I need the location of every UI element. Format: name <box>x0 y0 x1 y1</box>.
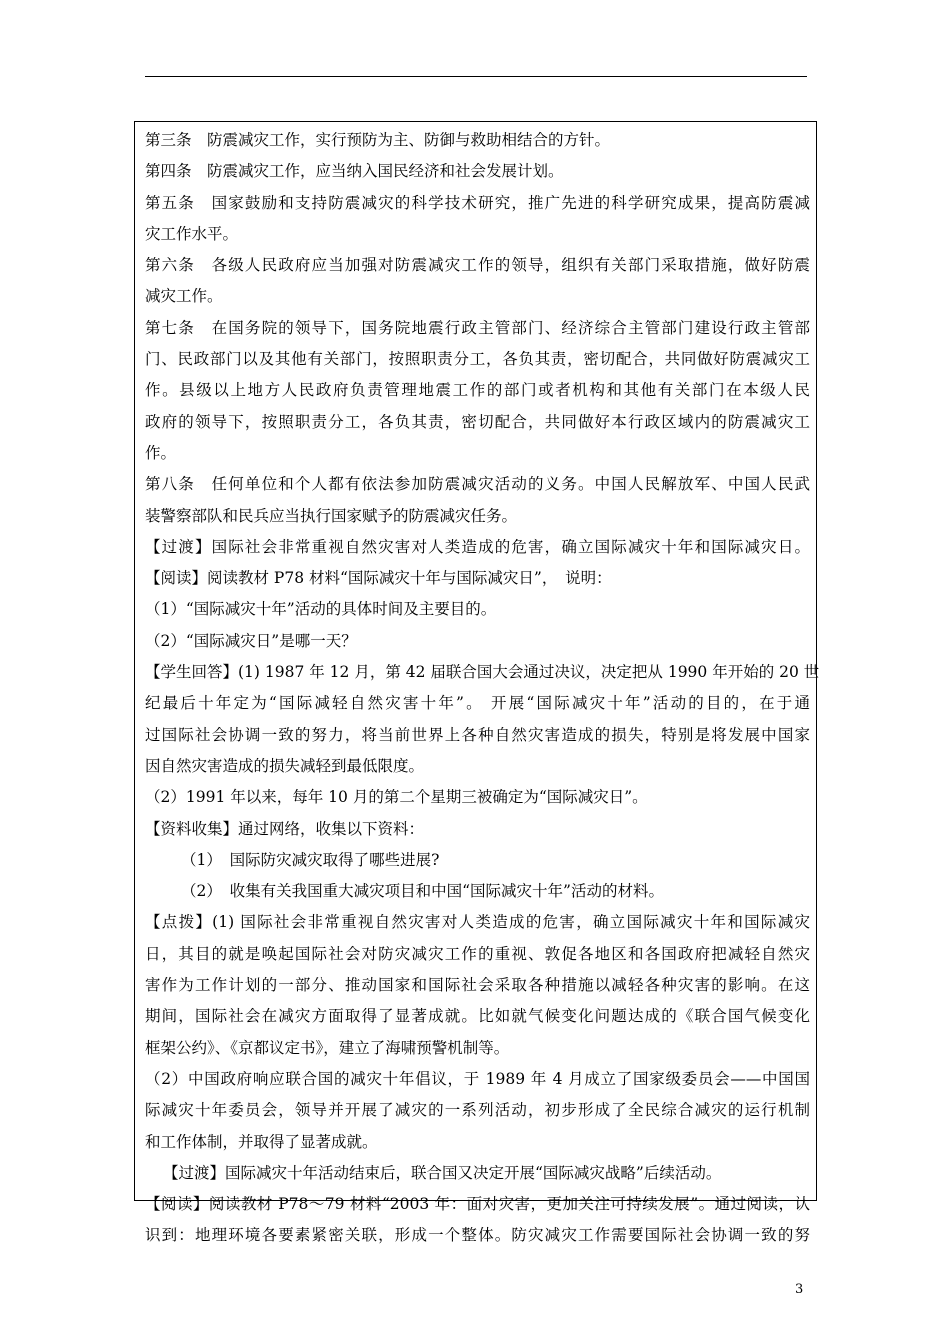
text-line: 期间，国际社会在减灾方面取得了显著成就。比如就气候变化问题达成的《联合国气候变化 <box>145 1007 810 1026</box>
page-number: 3 <box>795 1282 804 1297</box>
text-line: （1） 国际防灾减灾取得了哪些进展? <box>181 850 440 869</box>
text-line: （2）1991 年以来，每年 10 月的第二个星期三被确定为“国际减灾日”。 <box>145 788 648 807</box>
text-line: 过国际社会协调一致的努力，将当前世界上各种自然灾害造成的损失，特别是将发展中国家 <box>145 725 810 744</box>
text-line: （2） 收集有关我国重大减灾项目和中国“国际减灾十年”活动的材料。 <box>181 882 664 901</box>
text-line: 害作为工作计划的一部分、推动国家和国际社会采取各种措施以减轻各种灾害的影响。在这 <box>145 976 810 995</box>
text-line: （2）中国政府响应联合国的减灾十年倡议，于 1989 年 4 月成立了国家级委员会——中国国 <box>145 1069 810 1088</box>
text-line: 第五条 国家鼓励和支持防震减灾的科学技术研究，推广先进的科学研究成果，提高防震减 <box>145 193 810 212</box>
text-line: 因自然灾害造成的损失减轻到最低限度。 <box>145 756 425 775</box>
text-line: 和工作体制，并取得了显著成就。 <box>145 1132 378 1151</box>
text-line: 框架公约》、《京都议定书》，建立了海啸预警机制等。 <box>145 1038 510 1057</box>
document-body <box>145 125 820 1252</box>
text-line: 【过渡】国际社会非常重视自然灾害对人类造成的危害，确立国际减灾十年和国际减灾日。 <box>145 537 810 556</box>
text-line: 【学生回答】(1) 1987 年 12 月，第 42 届联合国大会通过决议，决定把从 1990 年开始的 20 世 <box>145 663 820 682</box>
text-line: 作。 <box>145 443 177 462</box>
text-line: 【过渡】国际减灾十年活动结束后，联合国又决定开展“国际减灾战略”后续活动。 <box>163 1163 722 1182</box>
text-line: （1）“国际减灾十年”活动的具体时间及主要目的。 <box>145 600 497 619</box>
text-line: 【资料收集】通过网络，收集以下资料： <box>145 819 425 838</box>
text-line: 【点拨】(1) 国际社会非常重视自然灾害对人类造成的危害，确立国际减灾十年和国际减灾 <box>145 913 810 932</box>
text-line: 际减灾十年委员会，领导并开展了减灾的一系列活动，初步形成了全民综合减灾的运行机制 <box>145 1101 810 1120</box>
text-line: 第三条 防震减灾工作，实行预防为主、防御与救助相结合的方针。 <box>145 131 611 149</box>
text-line: 减灾工作。 <box>145 287 223 306</box>
content-table-cell <box>134 121 820 1245</box>
text-line: 第八条 任何单位和个人都有依法参加防震减灾活动的义务。中国人民解放军、中国人民武 <box>145 475 810 494</box>
text-line: 第四条 防震减灾工作，应当纳入国民经济和社会发展计划。 <box>145 162 564 181</box>
text-line: （2）“国际减灾日”是哪一天？ <box>145 631 357 650</box>
text-line: 作。县级以上地方人民政府负责管理地震工作的部门或者机构和其他有关部门在本级人民 <box>145 381 810 400</box>
text-line: 【阅读】阅读教材 P78 材料“国际减灾十年与国际减灾日”， 说明： <box>145 569 612 588</box>
text-line: 门、民政部门以及其他有关部门，按照职责分工，各负其责，密切配合，共同做好防震减灾工 <box>145 350 810 369</box>
text-line: 政府的领导下，按照职责分工，各负其责，密切配合，共同做好本行政区域内的防震减灾工 <box>145 412 810 431</box>
text-line: 识到：地理环境各要素紧密关联，形成一个整体。防灾减灾工作需要国际社会协调一致的努 <box>145 1226 810 1245</box>
text-line: 装警察部队和民兵应当执行国家赋予的防震减灾任务。 <box>145 506 518 525</box>
text-line: 纪最后十年定为“国际减轻自然灾害十年”。 开展“国际减灾十年”活动的目的，在于通 <box>145 694 810 713</box>
text-line: 第六条 各级人民政府应当加强对防震减灾工作的领导，组织有关部门采取措施，做好防震 <box>145 256 810 275</box>
text-line: 灾工作水平。 <box>145 224 239 243</box>
text-line: 【阅读】阅读教材 P78～79 材料“2003 年：面对灾害，更加关注可持续发展”。通过阅读，认 <box>145 1195 810 1214</box>
text-line: 第七条 在国务院的领导下，国务院地震行政主管部门、经济综合主管部门建设行政主管部 <box>145 318 810 337</box>
text-line: 日，其目的就是唤起国际社会对防灾减灾工作的重视、敦促各地区和各国政府把减轻自然灾 <box>145 944 810 963</box>
header-rule <box>145 76 807 77</box>
